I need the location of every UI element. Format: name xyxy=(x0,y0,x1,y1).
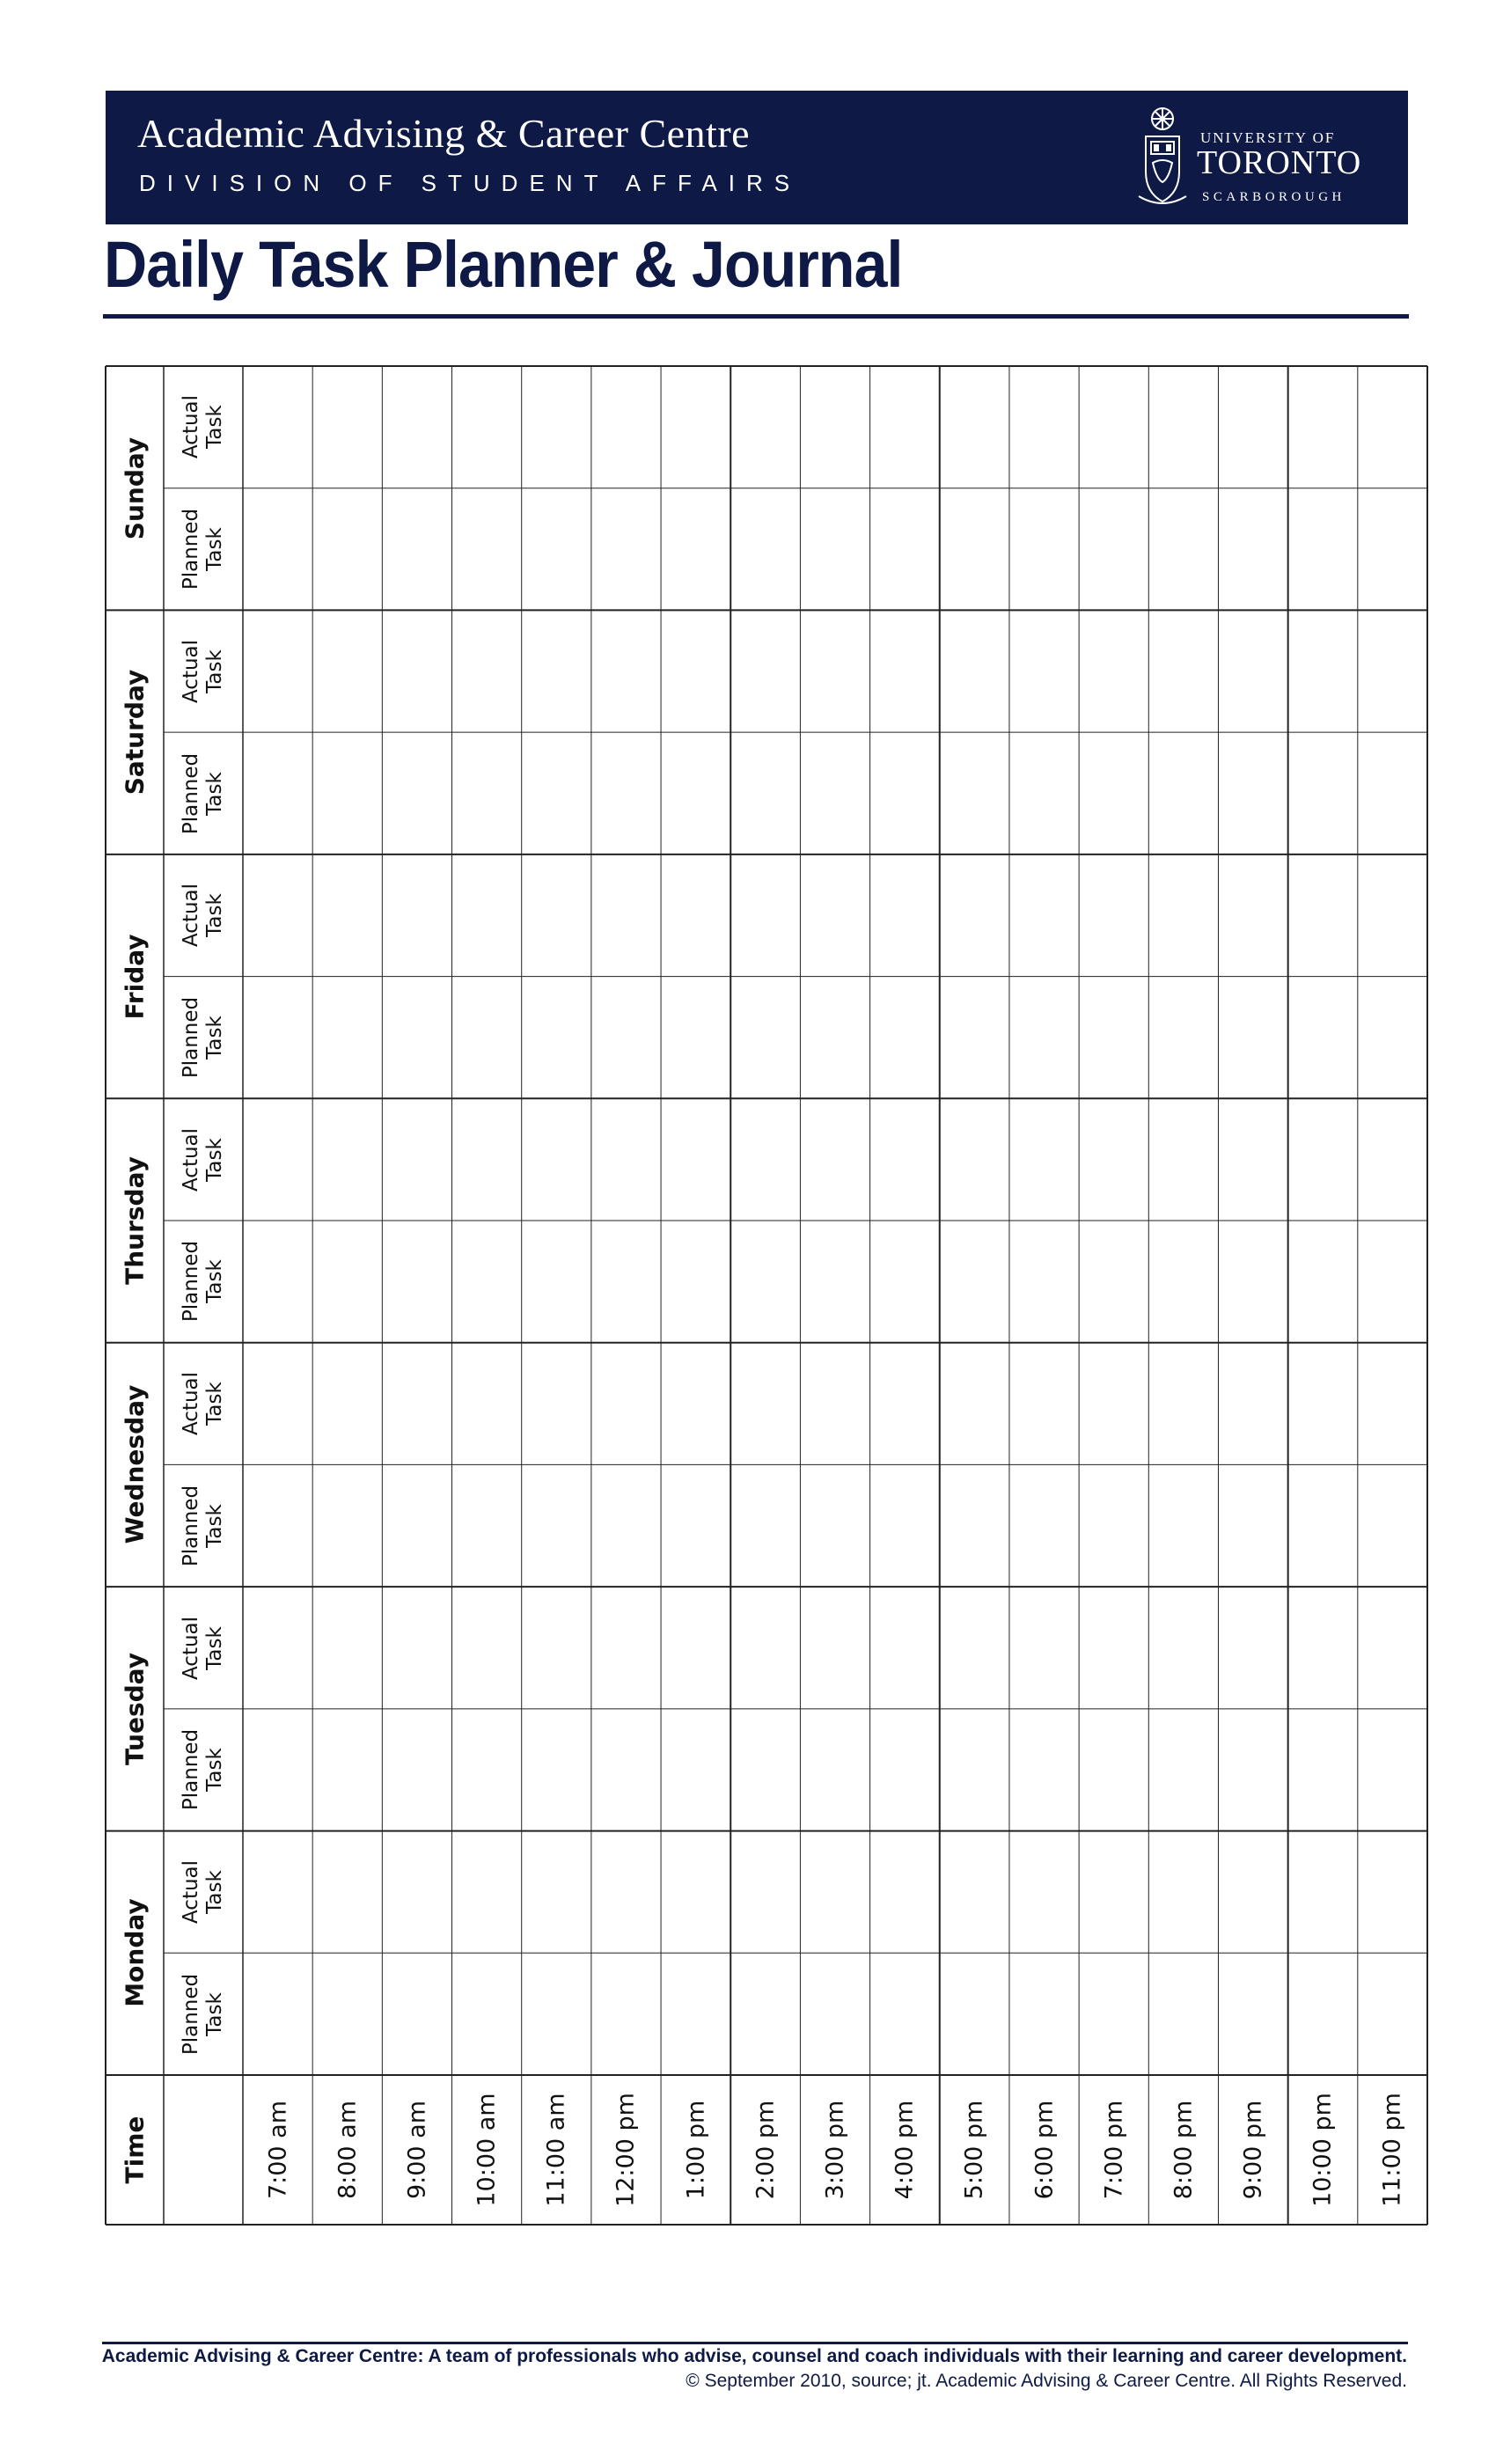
planned-task-label: Planned Task xyxy=(180,1241,226,1323)
actual-task-label: Actual Task xyxy=(180,639,226,703)
time-label: 10:00 am xyxy=(473,2093,501,2207)
day-label-saturday: Saturday xyxy=(120,669,150,796)
day-label-thursday: Thursday xyxy=(120,1156,150,1285)
time-label: 5:00 pm xyxy=(960,2100,988,2200)
time-label: 3:00 pm xyxy=(821,2100,849,2200)
page-title: Daily Task Planner & Journal xyxy=(104,228,903,301)
actual-task-label: Actual Task xyxy=(180,1372,226,1436)
time-label: 4:00 pm xyxy=(891,2100,919,2200)
time-label: 6:00 pm xyxy=(1030,2100,1059,2200)
university-line-2: TORONTO xyxy=(1197,144,1362,181)
time-label: 10:00 pm xyxy=(1309,2093,1337,2207)
actual-task-label: Actual Task xyxy=(180,1127,226,1192)
planned-task-label: Planned Task xyxy=(180,1973,226,2055)
centre-name: Academic Advising & Career Centre xyxy=(137,111,751,156)
division-name: DIVISION OF STUDENT AFFAIRS xyxy=(139,170,802,196)
footer-divider xyxy=(102,2342,1408,2344)
time-label: 2:00 pm xyxy=(752,2100,780,2200)
actual-task-label: Actual Task xyxy=(180,395,226,459)
day-label-tuesday: Tuesday xyxy=(120,1652,150,1765)
planned-task-label: Planned Task xyxy=(180,508,226,590)
time-label: 9:00 pm xyxy=(1239,2100,1267,2200)
time-label: 9:00 am xyxy=(403,2100,431,2200)
time-label: 8:00 am xyxy=(334,2100,362,2200)
planned-task-label: Planned Task xyxy=(180,1729,226,1811)
day-label-friday: Friday xyxy=(120,934,150,1020)
day-label-wednesday: Wednesday xyxy=(120,1385,150,1544)
time-label: 1:00 pm xyxy=(682,2100,710,2200)
time-label: 11:00 pm xyxy=(1378,2093,1406,2207)
time-label: 11:00 am xyxy=(542,2093,570,2207)
day-label-monday: Monday xyxy=(120,1898,150,2007)
university-line-3: SCARBOROUGH xyxy=(1202,190,1346,204)
time-label: 8:00 pm xyxy=(1170,2100,1198,2200)
planned-task-label: Planned Task xyxy=(180,752,226,834)
footer-copyright: © September 2010, source; jt. Academic Advising & Career Centre. All Rights Reserved. xyxy=(686,2371,1407,2391)
time-label: 7:00 pm xyxy=(1100,2100,1128,2200)
day-label-sunday: Sunday xyxy=(120,436,150,539)
actual-task-label: Actual Task xyxy=(180,1616,226,1680)
time-header: Time xyxy=(120,2116,150,2184)
university-line-1: UNIVERSITY OF xyxy=(1200,129,1336,146)
time-label: 7:00 am xyxy=(264,2100,292,2200)
actual-task-label: Actual Task xyxy=(180,884,226,948)
actual-task-label: Actual Task xyxy=(180,1859,226,1924)
planned-task-label: Planned Task xyxy=(180,1485,226,1566)
time-label: 12:00 pm xyxy=(612,2093,640,2207)
footer-tagline: Academic Advising & Career Centre: A team of professionals who advise, counsel and coach individuals with their learning and career development. xyxy=(101,2346,1407,2366)
planned-task-label: Planned Task xyxy=(180,996,226,1079)
